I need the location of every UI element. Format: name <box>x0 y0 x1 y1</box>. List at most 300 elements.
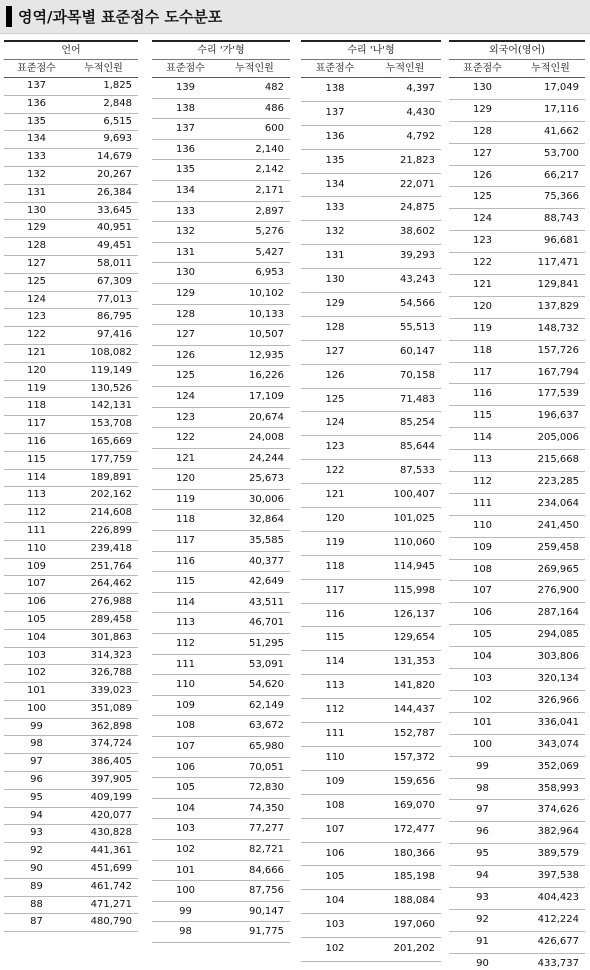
score-cell: 118 <box>325 560 345 572</box>
page-title: 영역/과목별 표준점수 도수분포 <box>18 8 223 26</box>
score-cell: 106 <box>325 847 345 859</box>
cumulative-cell: 72,830 <box>249 782 284 794</box>
table-row <box>152 181 290 202</box>
table-row <box>301 341 441 365</box>
cumulative-cell: 144,437 <box>393 704 435 716</box>
score-cell: 108 <box>175 720 196 732</box>
table-row <box>301 532 441 556</box>
score-cell: 100 <box>26 702 47 714</box>
cumulative-cell: 153,708 <box>90 418 132 430</box>
title-accent-bar <box>6 6 12 27</box>
table-row <box>301 460 441 484</box>
score-cell: 128 <box>175 308 196 320</box>
cumulative-cell: 4,397 <box>406 83 435 94</box>
table-row <box>152 202 290 223</box>
cumulative-cell: 4,430 <box>406 106 435 118</box>
score-cell: 123 <box>472 235 493 247</box>
score-cell: 119 <box>175 493 196 505</box>
title-bar <box>0 0 590 34</box>
table-row <box>4 523 138 541</box>
table-row <box>449 428 585 450</box>
cumulative-cell: 25,673 <box>249 473 284 485</box>
score-cell: 135 <box>175 164 196 176</box>
cumulative-cell: 486 <box>264 102 284 114</box>
score-cell: 109 <box>325 775 345 787</box>
score-cell: 116 <box>472 388 493 400</box>
cumulative-cell: 24,875 <box>400 202 435 214</box>
cumulative-cell: 115,998 <box>393 584 435 596</box>
score-cell: 120 <box>325 513 345 525</box>
cumulative-cell: 2,848 <box>103 97 132 109</box>
score-cell: 102 <box>325 943 345 955</box>
table-row <box>449 779 585 801</box>
score-cell: 98 <box>476 782 489 794</box>
score-cell: 128 <box>26 240 47 252</box>
table-row <box>152 634 290 655</box>
score-cell: 122 <box>472 257 493 269</box>
table-row <box>4 96 138 114</box>
cumulative-cell: 85,644 <box>400 441 435 453</box>
score-cell: 107 <box>175 741 196 752</box>
cumulative-cell: 67,309 <box>97 275 132 287</box>
table-row <box>4 470 138 488</box>
score-cell: 103 <box>472 673 493 685</box>
cumulative-cell: 20,674 <box>249 411 284 423</box>
table-row <box>4 381 138 399</box>
table-row <box>152 819 290 840</box>
table-row <box>152 408 290 429</box>
table-row <box>301 747 441 771</box>
score-cell: 121 <box>26 346 47 358</box>
cumulative-cell: 70,051 <box>249 761 284 773</box>
cumulative-cell: 77,013 <box>97 293 132 305</box>
cumulative-cell: 600 <box>264 123 284 135</box>
table-row <box>449 472 585 494</box>
cumulative-cell: 352,069 <box>537 760 579 772</box>
cumulative-cell: 188,084 <box>393 895 435 907</box>
cumulative-cell: 12,935 <box>249 349 284 361</box>
cumulative-cell: 4,792 <box>406 130 435 142</box>
table-row <box>449 384 585 406</box>
cumulative-cell: 66,217 <box>544 169 579 181</box>
cumulative-cell: 169,070 <box>393 799 435 811</box>
cumulative-cell: 75,366 <box>544 191 579 203</box>
score-cell: 94 <box>30 809 43 821</box>
cumulative-cell: 264,462 <box>90 578 132 590</box>
table-row <box>4 220 138 238</box>
score-cell: 123 <box>26 311 47 323</box>
table-row <box>4 683 138 701</box>
cumulative-cell: 180,366 <box>393 847 435 859</box>
table-row <box>301 795 441 819</box>
table-row <box>301 293 441 317</box>
score-cell: 116 <box>26 435 47 447</box>
score-cell: 131 <box>175 246 196 258</box>
cumulative-cell: 91,775 <box>249 926 284 938</box>
cumulative-cell: 87,756 <box>249 885 284 897</box>
table-row <box>4 630 138 648</box>
score-cell: 118 <box>26 400 47 412</box>
table-row <box>152 902 290 923</box>
cumulative-cell: 303,806 <box>537 651 579 663</box>
table-row <box>301 580 441 604</box>
cumulative-cell: 382,964 <box>537 826 579 838</box>
score-cell: 96 <box>30 774 43 786</box>
score-cell: 108 <box>325 799 345 811</box>
table-row <box>301 651 441 675</box>
cumulative-cell: 480,790 <box>90 916 132 928</box>
score-cell: 133 <box>175 205 196 217</box>
score-cell: 117 <box>175 535 196 547</box>
table-row <box>449 910 585 932</box>
table-row <box>4 719 138 737</box>
table-row <box>4 914 138 932</box>
table-row <box>301 365 441 389</box>
cumulative-cell: 189,891 <box>90 471 132 483</box>
cumulative-cell: 22,071 <box>400 178 435 190</box>
cumulative-cell: 39,293 <box>400 250 435 262</box>
cumulative-cell: 167,794 <box>537 366 579 378</box>
score-cell: 132 <box>175 226 196 238</box>
cumulative-cell: 126,137 <box>393 608 435 620</box>
table-row <box>152 469 290 490</box>
score-cell: 129 <box>472 103 493 115</box>
table-row <box>301 699 441 723</box>
cumulative-cell: 54,566 <box>400 298 435 310</box>
score-cell: 90 <box>476 957 489 969</box>
table-english <box>449 40 585 970</box>
cumulative-cell: 2,142 <box>255 164 284 176</box>
table-row <box>4 897 138 915</box>
table-row <box>301 126 441 150</box>
table-row <box>152 593 290 614</box>
table-body <box>4 78 138 932</box>
table-row <box>449 363 585 385</box>
cumulative-cell: 6,953 <box>255 267 284 279</box>
table-row <box>449 560 585 582</box>
table-row <box>449 954 585 970</box>
score-cell: 105 <box>472 629 493 641</box>
cumulative-cell: 234,064 <box>537 497 579 509</box>
cumulative-cell: 119,149 <box>90 364 132 376</box>
score-cell: 113 <box>26 489 47 501</box>
column-header-row <box>4 60 138 78</box>
table-row <box>152 160 290 181</box>
score-cell: 128 <box>325 321 345 333</box>
cumulative-cell: 14,679 <box>97 151 132 163</box>
cumulative-cell: 386,405 <box>90 756 132 768</box>
score-cell: 113 <box>325 680 345 692</box>
score-cell: 129 <box>175 287 196 299</box>
score-cell: 105 <box>175 782 196 794</box>
cumulative-cell: 40,377 <box>249 555 284 567</box>
header-score: 표준점수 <box>463 63 502 74</box>
table-row <box>152 222 290 243</box>
table-row <box>152 778 290 799</box>
cumulative-cell: 196,637 <box>537 410 579 422</box>
score-cell: 89 <box>30 880 43 892</box>
table-row <box>449 231 585 253</box>
column-title: 수리 '가'형 <box>152 40 290 60</box>
score-cell: 92 <box>30 845 43 857</box>
table-row <box>152 881 290 902</box>
table-row <box>4 808 138 826</box>
cumulative-cell: 131,353 <box>393 656 435 668</box>
cumulative-cell: 100,407 <box>393 489 435 501</box>
score-cell: 104 <box>472 651 493 663</box>
table-row <box>449 932 585 954</box>
table-row <box>449 625 585 647</box>
table-row <box>152 78 290 99</box>
cumulative-cell: 374,626 <box>537 804 579 816</box>
score-cell: 102 <box>26 667 47 679</box>
table-row <box>4 327 138 345</box>
score-cell: 131 <box>325 250 345 262</box>
score-cell: 124 <box>26 293 47 305</box>
score-cell: 114 <box>325 656 345 668</box>
cumulative-cell: 141,820 <box>393 680 435 692</box>
score-cell: 137 <box>26 80 47 91</box>
score-cell: 103 <box>325 919 345 931</box>
score-cell: 110 <box>325 751 345 763</box>
score-cell: 102 <box>175 843 196 855</box>
score-cell: 133 <box>26 151 47 163</box>
table-row <box>152 99 290 120</box>
score-cell: 124 <box>325 417 345 429</box>
score-cell: 115 <box>472 410 493 422</box>
table-row <box>152 613 290 634</box>
table-row <box>152 510 290 531</box>
table-row <box>301 771 441 795</box>
score-cell: 107 <box>26 578 47 590</box>
cumulative-cell: 339,023 <box>90 685 132 697</box>
cumulative-cell: 90,147 <box>249 905 284 917</box>
cumulative-cell: 185,198 <box>393 871 435 883</box>
cumulative-cell: 43,511 <box>249 596 284 608</box>
cumulative-cell: 2,140 <box>255 143 284 155</box>
cumulative-cell: 65,980 <box>249 741 284 752</box>
table-row <box>152 243 290 264</box>
cumulative-cell: 362,898 <box>90 720 132 732</box>
cumulative-cell: 35,585 <box>249 535 284 547</box>
table-row <box>4 114 138 132</box>
score-cell: 134 <box>26 133 47 145</box>
score-cell: 110 <box>26 542 47 554</box>
cumulative-cell: 17,109 <box>249 390 284 402</box>
table-row <box>449 866 585 888</box>
score-cell: 110 <box>472 519 493 531</box>
table-row <box>152 572 290 593</box>
score-cell: 122 <box>175 432 196 444</box>
cumulative-cell: 97,416 <box>97 329 132 341</box>
score-cell: 106 <box>175 761 196 773</box>
score-cell: 98 <box>30 738 43 750</box>
table-row <box>4 309 138 327</box>
table-row <box>4 790 138 808</box>
score-cell: 138 <box>175 102 196 114</box>
table-row <box>4 452 138 470</box>
cumulative-cell: 276,988 <box>90 596 132 608</box>
cumulative-cell: 74,350 <box>249 802 284 814</box>
table-row <box>301 245 441 269</box>
cumulative-cell: 172,477 <box>393 823 435 835</box>
score-cell: 127 <box>472 147 493 159</box>
table-row <box>449 669 585 691</box>
cumulative-cell: 336,041 <box>537 716 579 728</box>
cumulative-cell: 130,526 <box>90 382 132 394</box>
score-cell: 130 <box>175 267 196 279</box>
table-row <box>449 603 585 625</box>
score-cell: 92 <box>476 913 489 925</box>
cumulative-cell: 53,700 <box>544 147 579 159</box>
table-row <box>152 675 290 696</box>
cumulative-cell: 87,533 <box>400 465 435 477</box>
score-cell: 112 <box>175 638 196 650</box>
table-row <box>4 238 138 256</box>
cumulative-cell: 129,654 <box>393 632 435 644</box>
cumulative-cell: 1,825 <box>103 80 132 91</box>
table-row <box>4 754 138 772</box>
cumulative-cell: 404,423 <box>537 891 579 903</box>
cumulative-cell: 320,134 <box>537 673 579 685</box>
cumulative-cell: 77,277 <box>249 823 284 835</box>
table-row <box>449 406 585 428</box>
score-cell: 122 <box>325 465 345 477</box>
header-cumulative: 누적인원 <box>385 63 425 74</box>
score-cell: 113 <box>175 617 196 629</box>
table-row <box>449 319 585 341</box>
table-row <box>4 149 138 167</box>
score-cell: 91 <box>476 935 489 947</box>
cumulative-cell: 49,451 <box>97 240 132 252</box>
table-row <box>449 888 585 910</box>
table-row <box>449 691 585 713</box>
score-cell: 111 <box>472 497 493 509</box>
score-cell: 112 <box>472 476 493 488</box>
score-cell: 123 <box>175 411 196 423</box>
cumulative-cell: 430,828 <box>90 827 132 839</box>
cumulative-cell: 197,060 <box>393 919 435 931</box>
cumulative-cell: 84,666 <box>249 864 284 876</box>
column-title: 외국어(영어) <box>449 40 585 60</box>
score-cell: 117 <box>26 418 47 430</box>
score-cell: 119 <box>26 382 47 394</box>
cumulative-cell: 426,677 <box>537 935 579 947</box>
cumulative-cell: 148,732 <box>537 322 579 334</box>
cumulative-cell: 63,672 <box>249 720 284 732</box>
cumulative-cell: 397,538 <box>537 870 579 882</box>
cumulative-cell: 251,764 <box>90 560 132 572</box>
score-cell: 132 <box>26 168 47 180</box>
table-row <box>449 450 585 472</box>
score-cell: 113 <box>472 454 493 466</box>
score-cell: 109 <box>472 541 493 553</box>
score-cell: 131 <box>26 186 47 198</box>
table-row <box>301 556 441 580</box>
score-cell: 125 <box>26 275 47 287</box>
table-row <box>449 822 585 844</box>
score-cell: 122 <box>26 329 47 341</box>
score-cell: 139 <box>175 82 196 93</box>
score-cell: 136 <box>26 97 47 109</box>
score-cell: 111 <box>175 658 196 670</box>
table-row <box>4 274 138 292</box>
cumulative-cell: 301,863 <box>90 631 132 643</box>
score-cell: 99 <box>476 760 489 772</box>
table-row <box>4 203 138 221</box>
score-cell: 107 <box>472 585 493 597</box>
score-cell: 104 <box>26 631 47 643</box>
score-cell: 88 <box>30 898 43 910</box>
score-cell: 93 <box>476 891 489 903</box>
table-row <box>449 735 585 757</box>
table-row <box>301 819 441 843</box>
score-cell: 120 <box>472 300 493 312</box>
column-header-row <box>152 60 290 78</box>
cumulative-cell: 70,158 <box>400 369 435 381</box>
cumulative-cell: 482 <box>264 82 284 93</box>
table-row <box>4 612 138 630</box>
cumulative-cell: 129,841 <box>537 279 579 291</box>
table-row <box>152 655 290 676</box>
score-cell: 128 <box>472 125 493 137</box>
score-cell: 127 <box>26 257 47 269</box>
header-score: 표준점수 <box>17 63 56 74</box>
score-cell: 137 <box>325 106 345 118</box>
cumulative-cell: 159,656 <box>393 775 435 787</box>
score-cell: 134 <box>175 184 196 196</box>
score-cell: 110 <box>175 679 196 691</box>
score-cell: 130 <box>26 204 47 216</box>
table-row <box>152 119 290 140</box>
score-cell: 111 <box>325 728 345 740</box>
score-cell: 101 <box>472 716 493 728</box>
score-cell: 120 <box>175 473 196 485</box>
cumulative-cell: 46,701 <box>249 617 284 629</box>
cumulative-cell: 326,788 <box>90 667 132 679</box>
score-cell: 112 <box>26 507 47 519</box>
table-row <box>4 78 138 96</box>
score-cell: 129 <box>325 298 345 310</box>
column-title: 언어 <box>4 40 138 60</box>
score-cell: 124 <box>472 213 493 225</box>
cumulative-cell: 40,951 <box>97 222 132 234</box>
cumulative-cell: 259,458 <box>537 541 579 553</box>
table-row <box>4 541 138 559</box>
table-row <box>301 484 441 508</box>
table-row <box>449 297 585 319</box>
header-cumulative: 누적인원 <box>531 63 570 74</box>
table-row <box>4 345 138 363</box>
cumulative-cell: 24,008 <box>249 432 284 444</box>
table-row <box>152 140 290 161</box>
table-row <box>152 449 290 470</box>
cumulative-cell: 287,164 <box>537 607 579 619</box>
table-row <box>4 434 138 452</box>
cumulative-cell: 165,669 <box>90 435 132 447</box>
cumulative-cell: 294,085 <box>537 629 579 641</box>
cumulative-cell: 241,450 <box>537 519 579 531</box>
score-cell: 120 <box>26 364 47 376</box>
table-row <box>449 166 585 188</box>
table-row <box>152 922 290 943</box>
score-cell: 107 <box>325 823 345 835</box>
cumulative-cell: 420,077 <box>90 809 132 821</box>
table-row <box>301 317 441 341</box>
score-cell: 108 <box>472 563 493 575</box>
cumulative-cell: 17,049 <box>544 82 579 93</box>
table-row <box>4 416 138 434</box>
